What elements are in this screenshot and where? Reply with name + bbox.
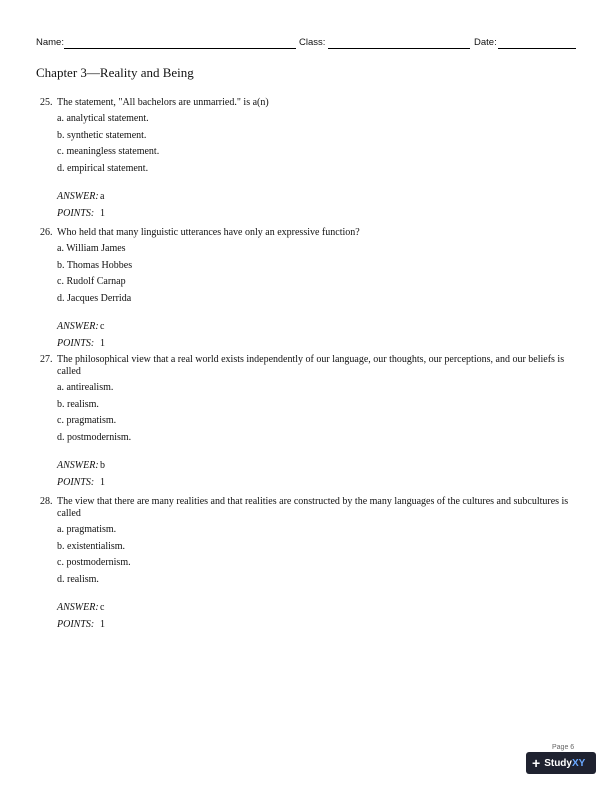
brand-suffix: XY — [571, 757, 586, 769]
choice-list — [57, 380, 576, 447]
points-row — [57, 335, 576, 352]
date-label: Date: — [474, 37, 497, 48]
answer-row — [57, 457, 576, 474]
choice-d: d. realism. — [57, 574, 99, 586]
answer-value: c — [100, 320, 105, 332]
points-value: 1 — [100, 618, 105, 630]
choice-c: c. Rudolf Carnap — [57, 276, 126, 288]
question-number: 26. — [40, 227, 53, 238]
chapter-title: Chapter 3—Reality and Being — [36, 65, 194, 80]
points-label: POINTS: — [57, 476, 95, 488]
points-value: 1 — [100, 207, 105, 219]
choice-list — [57, 522, 576, 589]
points-value: 1 — [100, 476, 105, 488]
choice-c: c. meaningless statement. — [57, 146, 160, 158]
choice-b: b. existentialism. — [57, 540, 126, 552]
name-field-line — [64, 48, 296, 49]
points-label: POINTS: — [57, 618, 95, 630]
question-number: 27. — [40, 354, 53, 365]
question-26 — [36, 227, 576, 352]
class-field-line — [328, 48, 470, 49]
answer-block — [57, 188, 576, 222]
studyxy-badge[interactable] — [526, 752, 596, 774]
points-label: POINTS: — [57, 207, 95, 219]
points-row — [57, 616, 576, 633]
question-text: The statement, "All bachelors are unmarried." is a(n) — [57, 97, 269, 108]
choice-d: d. postmodernism. — [57, 432, 132, 444]
question-number: 28. — [40, 496, 53, 507]
choice-list — [57, 111, 576, 178]
choice-a: a. antirealism. — [57, 382, 114, 393]
choice-d: d. Jacques Derrida — [57, 293, 132, 305]
question-text: Who held that many linguistic utterances have only an expressive function? — [57, 227, 360, 238]
answer-row — [57, 318, 576, 335]
page-number: Page 6 — [552, 744, 575, 751]
answer-block — [57, 599, 576, 633]
name-label: Name: — [36, 37, 64, 48]
points-row — [57, 205, 576, 222]
answer-label: ANSWER: — [57, 190, 99, 202]
question-number: 25. — [40, 97, 53, 108]
points-label: POINTS: — [57, 337, 95, 349]
choice-c: c. pragmatism. — [57, 415, 117, 427]
question-27 — [36, 354, 576, 491]
answer-label: ANSWER: — [57, 601, 99, 613]
answer-block — [57, 318, 576, 352]
brand-name — [544, 758, 585, 769]
brand-prefix: Study — [544, 757, 572, 769]
points-row — [57, 474, 576, 491]
choice-b: b. synthetic statement. — [57, 129, 147, 141]
points-value: 1 — [100, 337, 105, 349]
answer-row — [57, 599, 576, 616]
class-label: Class: — [299, 37, 326, 48]
question-25 — [36, 97, 576, 222]
question-text: The philosophical view that a real world exists independently of our language, our thoughts, our perceptions, and our beliefs is called — [57, 354, 565, 377]
header-row — [36, 37, 576, 51]
answer-value: a — [100, 190, 105, 202]
answer-row — [57, 188, 576, 205]
choice-b: b. realism. — [57, 398, 99, 410]
choice-a: a. William James — [57, 243, 126, 254]
question-text: The view that there are many realities and that realities are constructed by the many languages of the cultures and subcultures is called — [57, 496, 569, 519]
choice-b: b. Thomas Hobbes — [57, 259, 133, 271]
question-stem — [36, 227, 576, 239]
answer-block — [57, 457, 576, 491]
question-stem — [36, 97, 576, 109]
choice-a: a. pragmatism. — [57, 524, 117, 535]
question-stem — [36, 496, 576, 520]
choice-a: a. analytical statement. — [57, 113, 149, 124]
answer-value: c — [100, 601, 105, 613]
choice-c: c. postmodernism. — [57, 557, 131, 569]
question-28 — [36, 496, 576, 633]
question-stem — [36, 354, 576, 378]
answer-value: b — [100, 459, 105, 471]
choice-d: d. empirical statement. — [57, 163, 149, 175]
answer-label: ANSWER: — [57, 320, 99, 332]
date-field-line — [498, 48, 576, 49]
plus-icon: + — [532, 755, 541, 771]
choice-list — [57, 241, 576, 308]
answer-label: ANSWER: — [57, 459, 99, 471]
